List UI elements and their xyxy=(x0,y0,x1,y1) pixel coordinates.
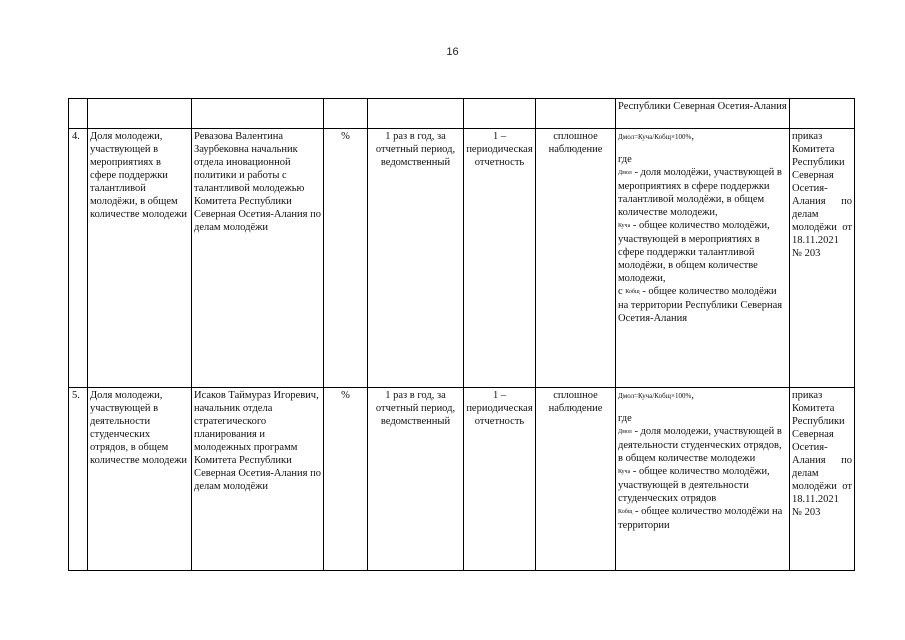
formula-comma: , xyxy=(691,390,694,401)
page-number: 16 xyxy=(446,46,459,58)
cell-empty xyxy=(368,99,464,129)
cell-source: 1 – периодическая отчетность xyxy=(464,388,536,571)
formula: Дмол=Куча/Кобщ×100% xyxy=(618,133,692,141)
definition-3: с Кобщ - общее количество молодёжи на территории Республики Северная Осетия-Алания xyxy=(618,286,783,324)
table-row xyxy=(69,129,855,388)
cell-order: приказ Комитета Республики Северная Осетия- Алания по делам молодёжи от 18.11.2021 № 203 xyxy=(790,388,855,571)
where-label: где xyxy=(618,154,632,165)
cell-empty xyxy=(790,99,855,129)
cell-row-number: 4. xyxy=(69,129,88,388)
cell-indicator: Доля молодежи, участвующей в мероприятиях в сфере поддержки талантливой молодёжи, в общем количестве молодежи xyxy=(88,129,192,388)
cell-responsible: Исаков Таймураз Игоревич, начальник отдела стратегического планирования и молодежных программ Комитета Республики Северная Осетия-Алания по делам молодёжи xyxy=(192,388,324,571)
formula-comma: , xyxy=(691,131,694,142)
where-label: где xyxy=(618,413,632,424)
definition-3: Кобщ - общее количество молодёжи на территории xyxy=(618,506,783,531)
cell-source: 1 – периодическая отчетность xyxy=(464,129,536,388)
cell-frequency: 1 раз в год, за отчетный период, ведомственный xyxy=(368,388,464,571)
definition-1: Дмол - доля молодежи, участвующей в деятельности студенческих отрядов, в общем количестве молодежи xyxy=(618,426,782,464)
cell-unit: % xyxy=(324,388,368,571)
cell-responsible: Ревазова Валентина Заурбековна начальник отдела иновационной политики и работы с талантливой молодежью Комитета Республики Северная Осетия-Алания по делам молодёжи xyxy=(192,129,324,388)
cell-observation: сплошное наблюдение xyxy=(536,388,616,571)
table-row xyxy=(69,388,855,571)
cell-observation: сплошное наблюдение xyxy=(536,129,616,388)
table-row-continued xyxy=(69,99,855,129)
definition-2: Куча - общее количество молодёжи, участвующей в мероприятиях в сфере поддержки талантливой молодёжи, в общем количестве молодежи, xyxy=(618,220,770,284)
formula: Дмол=Куча/Кобщ×100% xyxy=(618,392,692,400)
cell-method xyxy=(616,129,790,388)
cell-empty xyxy=(88,99,192,129)
definition-2: Куча - общее количество молодёжи, участвующей в деятельности студенческих отрядов xyxy=(618,466,770,504)
cell-empty xyxy=(69,99,88,129)
cell-empty xyxy=(536,99,616,129)
cell-indicator: Доля молодежи, участвующей в деятельности студенческих отрядов, в общем количестве молодежи xyxy=(88,388,192,571)
definition-1: Дмол - доля молодёжи, участвующей в мероприятиях в сфере поддержки талантливой молодёжи, в общем количестве молодежи, xyxy=(618,167,782,218)
cell-empty xyxy=(192,99,324,129)
cell-empty xyxy=(324,99,368,129)
cell-frequency: 1 раз в год, за отчетный период, ведомственный xyxy=(368,129,464,388)
indicators-table xyxy=(68,98,855,571)
cell-row-number: 5. xyxy=(69,388,88,571)
cell-method: Республики Северная Осетия-Алания xyxy=(616,99,790,129)
cell-method xyxy=(616,388,790,571)
cell-empty xyxy=(464,99,536,129)
cell-unit: % xyxy=(324,129,368,388)
cell-order: приказ Комитета Республики Северная Осетия- Алания по делам молодёжи от 18.11.2021 № 203 xyxy=(790,129,855,388)
